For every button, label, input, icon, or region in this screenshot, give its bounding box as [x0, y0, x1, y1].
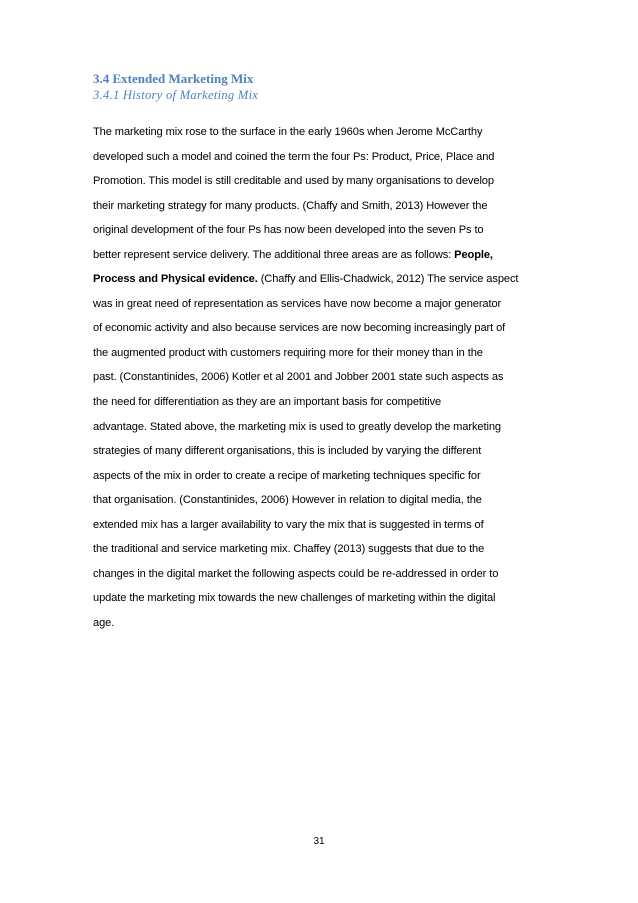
section-heading [93, 70, 563, 87]
text-line: extended mix has a larger availability to vary the mix that is suggested in terms of [93, 518, 484, 531]
bold-term-people: People, [454, 248, 493, 261]
body-paragraph [93, 120, 553, 635]
text-line: advantage. Stated above, the marketing mix is used to greatly develop the marketing [93, 420, 501, 433]
text-line [93, 243, 553, 268]
text-line: original development of the four Ps has now been developed into the seven Ps to [93, 224, 484, 237]
text-line: The marketing mix rose to the surface in the early 1960s when Jerome McCarthy [93, 126, 483, 138]
text-line: that organisation. (Constantinides, 2006) However in relation to digital media, the [93, 494, 482, 507]
text-line: changes in the digital market the following aspects could be re-addressed in order to [93, 567, 499, 580]
text-line: age. [93, 616, 115, 629]
text-line [93, 267, 553, 292]
subsection-heading: 3.4.1 History of Marketing Mix [93, 88, 259, 102]
page-number: 31 [313, 836, 325, 847]
text-line: the augmented product with customers requiring more for their money than in the [93, 346, 483, 359]
section-title: Extended Marketing Mix [112, 71, 254, 86]
bold-term-process-physical: Process and Physical evidence. [93, 273, 258, 286]
text-line: past. (Constantinides, 2006) Kotler et al 2001 and Jobber 2001 state such aspects as [93, 371, 504, 384]
text-line: aspects of the mix in order to create a recipe of marketing techniques specific for [93, 469, 481, 482]
text-line: developed such a model and coined the term the four Ps: Product, Price, Place and [93, 150, 495, 163]
text-line: update the marketing mix towards the new challenges of marketing within the digital [93, 592, 496, 605]
text-line: strategies of many different organisations, this is included by varying the different [93, 445, 482, 458]
text-line: Promotion. This model is still creditable and used by many organisations to develop [93, 175, 494, 188]
section-number: 3.4 [93, 71, 110, 86]
text-run: (Chaffy and Ellis-Chadwick, 2012) The service aspect [257, 273, 519, 286]
text-line: the need for differentiation as they are an important basis for competitive [93, 396, 442, 409]
text-line: of economic activity and also because services are now becoming increasingly part of [93, 322, 506, 335]
text-line: the traditional and service marketing mix. Chaffey (2013) suggests that due to the [93, 543, 485, 556]
section-heading-block [93, 70, 563, 104]
text-line: was in great need of representation as services have now become a major generator [93, 297, 502, 310]
text-run: better represent service delivery. The additional three areas are as follows: [93, 248, 455, 261]
text-line: their marketing strategy for many products. (Chaffy and Smith, 2013) However the [93, 199, 488, 212]
